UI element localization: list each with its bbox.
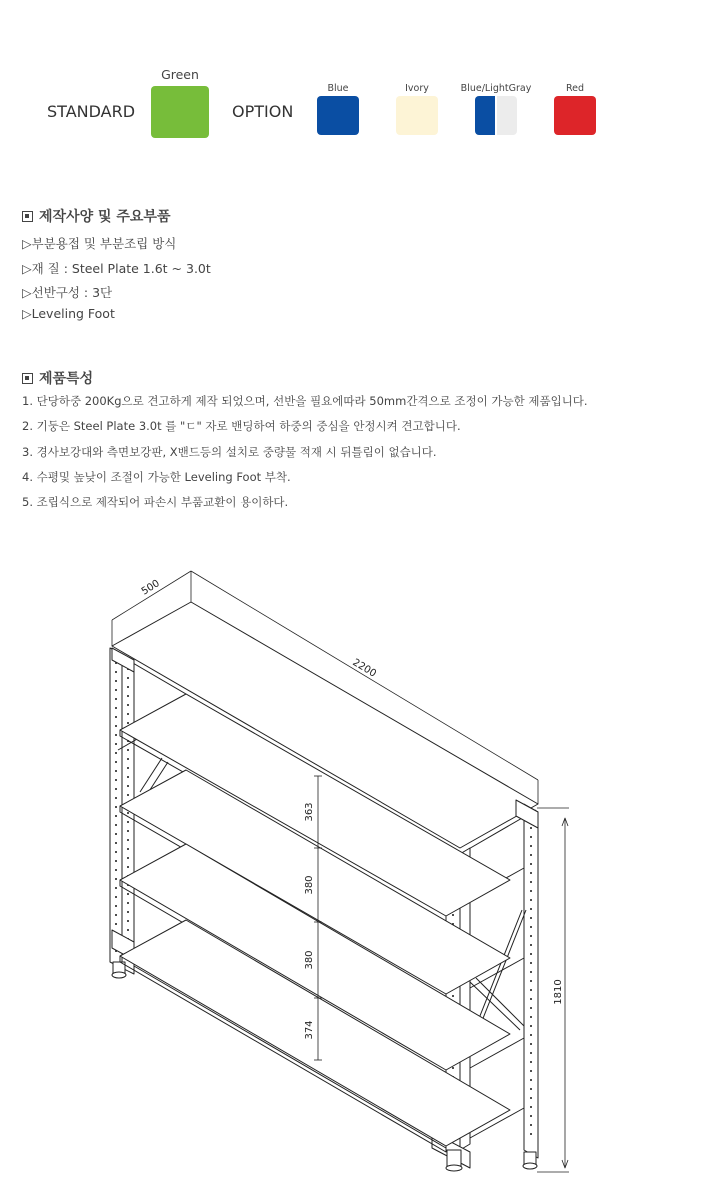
spec-item: ▷선반구성 : 3단 [22,285,113,300]
feature-item: 1. 단당하중 200Kg으로 견고하게 제작 되었으며, 선반을 필요에따라 50mm간격으로 조정이 가능한 제품입니다. [22,394,588,408]
height-dimension-label: 1810 [553,979,564,1005]
features-heading [22,368,93,388]
option-label: OPTION [232,102,294,121]
spec-item: ▷Leveling Foot [22,306,115,321]
option-red-swatch [554,96,596,135]
option-blue-swatch [317,96,359,135]
feature-item: 2. 기둥은 Steel Plate 3.0t 를 "ㄷ" 자로 밴딩하여 하중의 중심을 안정시켜 견고합니다. [22,419,461,433]
option-blue-lightgray-name: Blue/LightGray [460,83,532,94]
standard-color-name: Green [161,67,199,82]
standard-label: STANDARD [47,102,136,121]
features-title: 제품특성 [39,371,94,387]
spacing-label: 380 [304,875,315,895]
shelf-technical-drawing [0,560,709,1181]
specs-title: 제작사양 및 주요부품 [39,209,171,225]
option-blue-lightgray-swatch [475,96,517,135]
standard-green-swatch [151,86,209,138]
spacing-label: 380 [304,950,315,970]
feature-item: 3. 경사보강대와 측면보강판, X밴드등의 설치로 중량물 적재 시 뒤틀림이 없습니다. [22,445,437,459]
spacing-label: 374 [304,1020,315,1040]
right-back-post [516,800,538,1169]
spec-item: ▷부분용접 및 부분조립 방식 [22,236,177,251]
specs-heading [22,206,170,226]
square-bullet-icon [22,373,33,384]
square-bullet-icon [22,211,33,222]
option-blue-name: Blue [327,83,349,94]
spacing-label: 363 [304,802,315,822]
option-ivory-name: Ivory [405,83,429,94]
spec-item: ▷재 질 : Steel Plate 1.6t ~ 3.0t [22,261,211,276]
option-ivory-swatch [396,96,438,135]
feature-item: 5. 조립식으로 제작되어 파손시 부품교환이 용이하다. [22,495,289,509]
width-dimension-label: 2200 [350,657,378,680]
feature-item: 4. 수평및 높낮이 조절이 가능한 Leveling Foot 부착. [22,470,291,484]
option-red-name: Red [565,83,585,94]
depth-dimension-label: 500 [139,578,162,598]
